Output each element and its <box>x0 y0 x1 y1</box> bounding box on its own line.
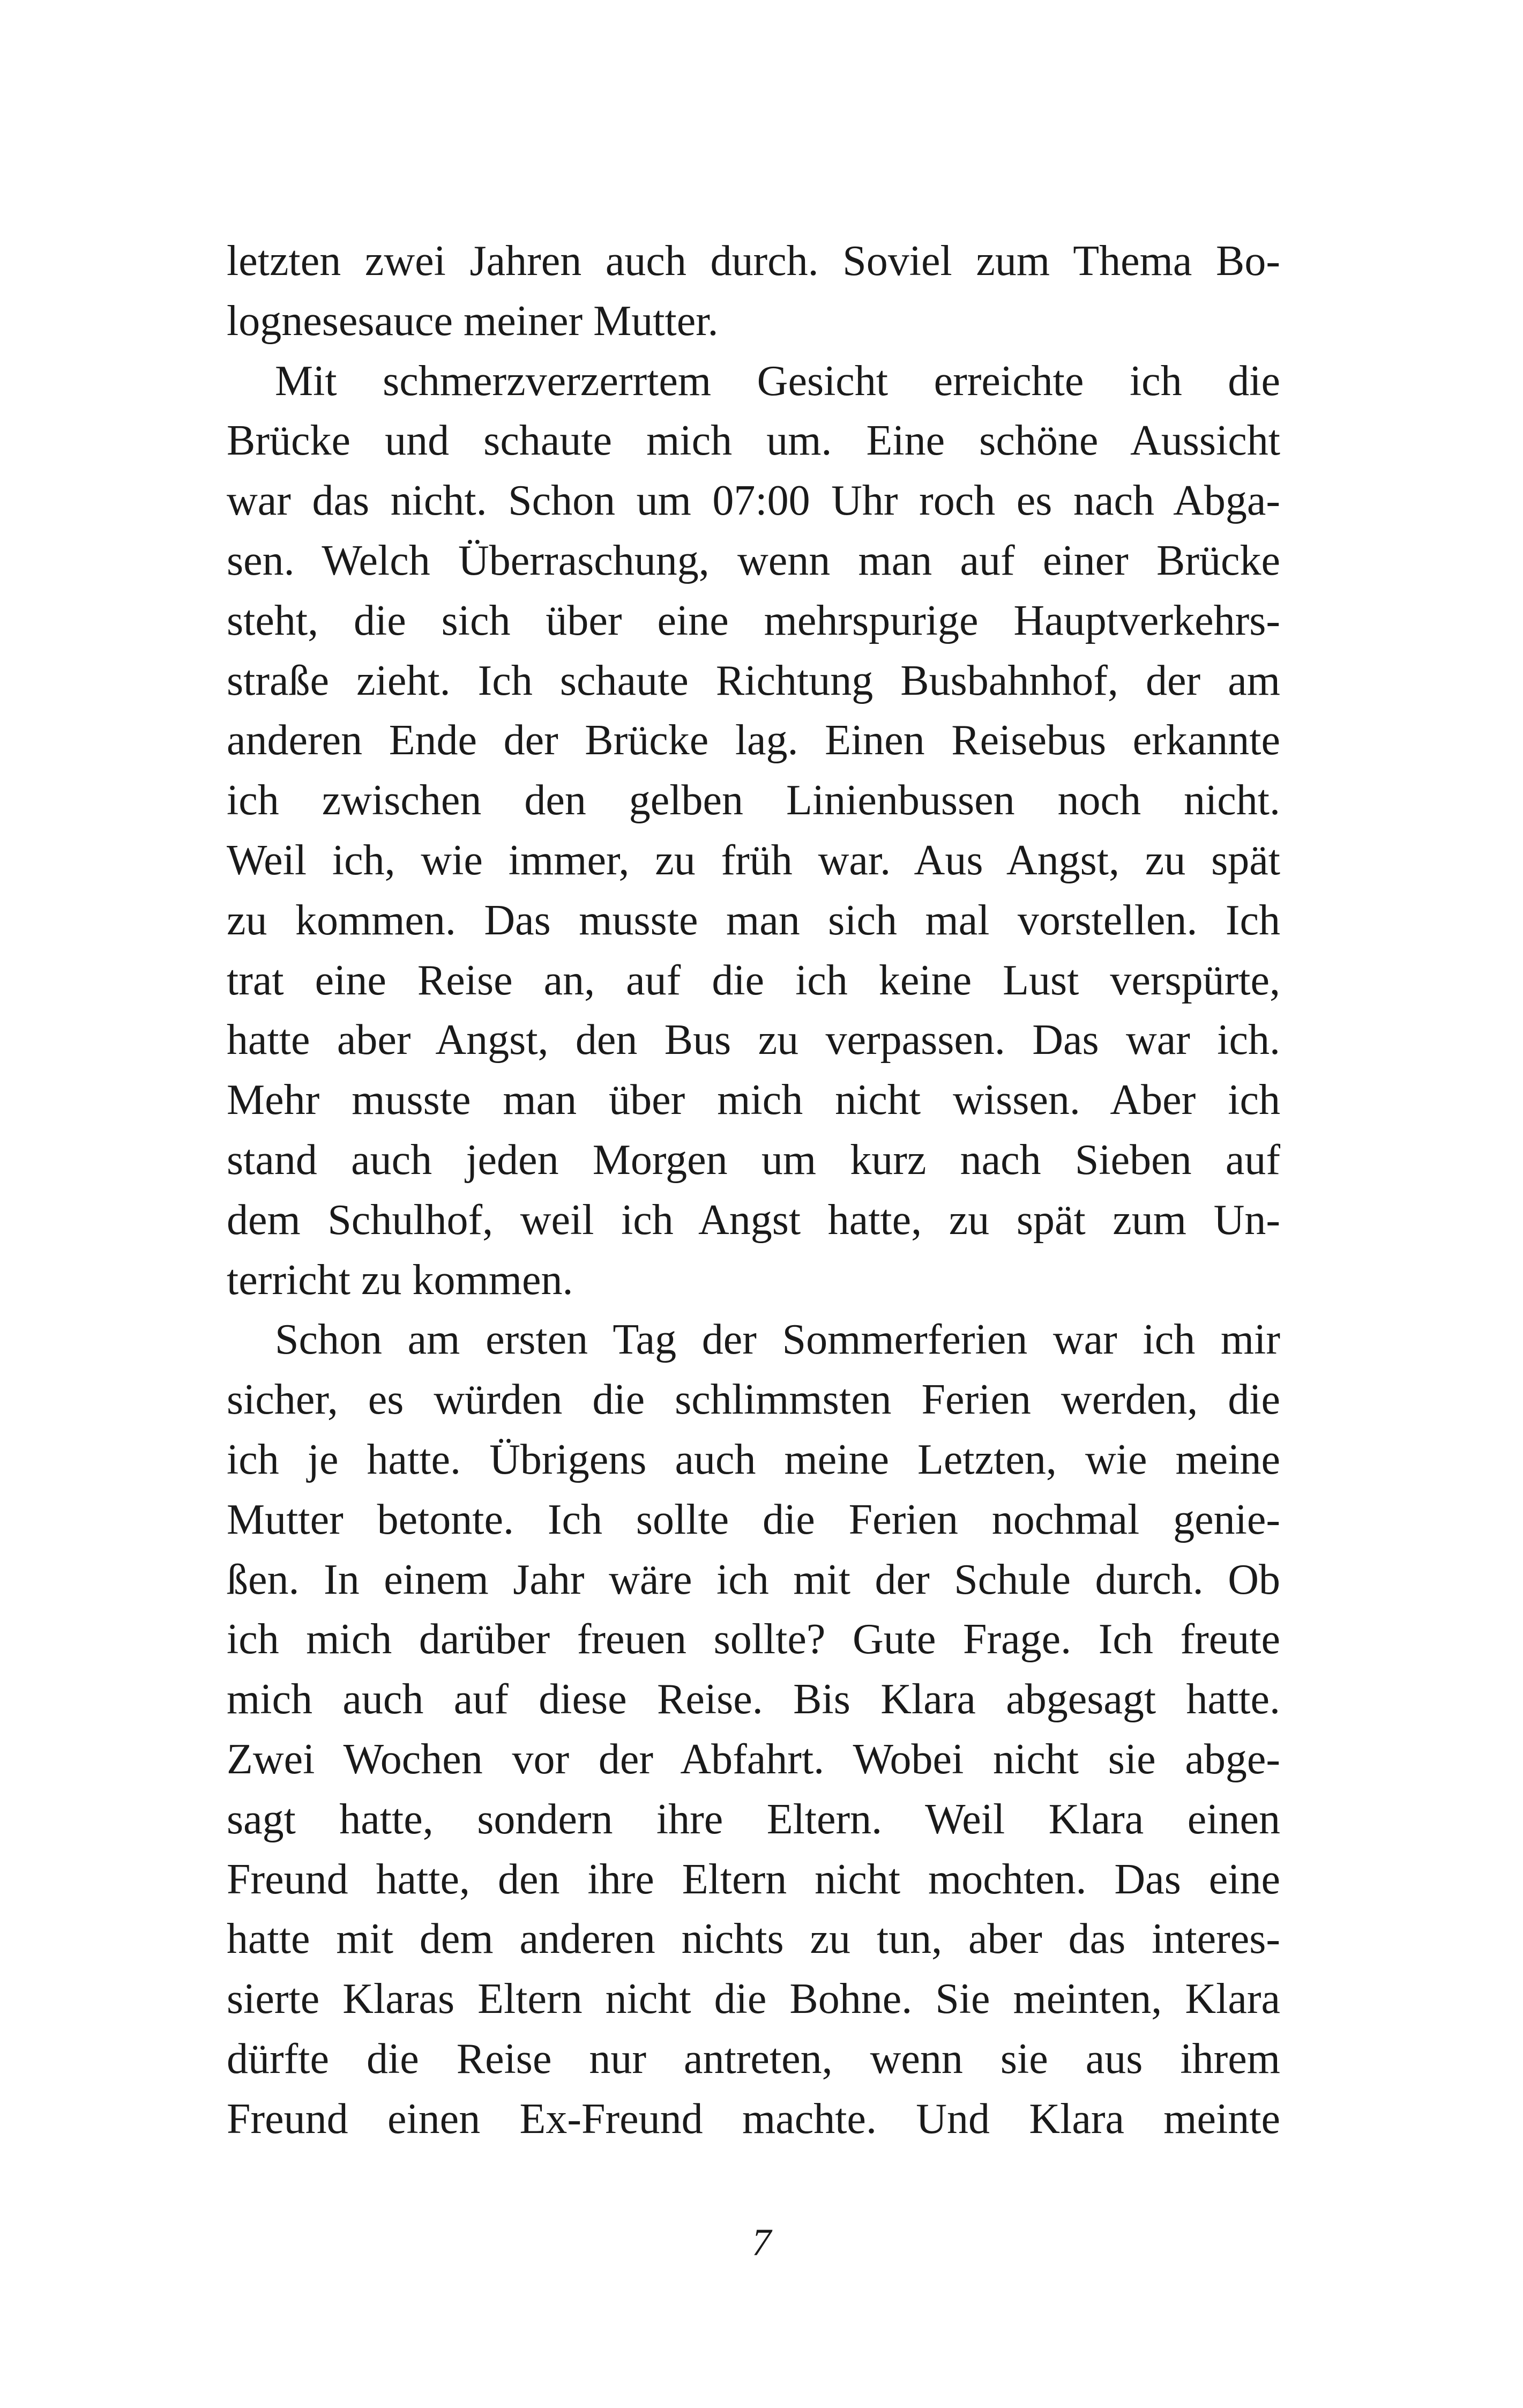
text-line: hatte mit dem anderen nichts zu tun, aber das interes- <box>227 1915 1280 1963</box>
text-line: Weil ich, wie immer, zu früh war. Aus Angst, zu spät <box>227 836 1280 884</box>
text-line: sierte Klaras Eltern nicht die Bohne. Sie meinten, Klara <box>227 1975 1280 2023</box>
text-line: ich zwischen den gelben Linienbussen noch nicht. <box>227 777 1280 824</box>
text-line: Mit schmerzverzerrtem Gesicht erreichte ich die <box>275 357 1280 405</box>
text-line: Freund einen Ex-Freund machte. Und Klara meinte <box>227 2095 1280 2143</box>
text-line: Schon am ersten Tag der Sommerferien war ich mir <box>275 1316 1280 1364</box>
text-line: ßen. In einem Jahr wäre ich mit der Schule durch. Ob <box>227 1556 1280 1603</box>
text-line: steht, die sich über eine mehrspurige Hauptverkehrs- <box>227 597 1280 644</box>
text-line: Zwei Wochen vor der Abfahrt. Wobei nicht sie abge- <box>227 1735 1280 1783</box>
text-line: dürfte die Reise nur antreten, wenn sie aus ihrem <box>227 2035 1280 2083</box>
text-line: letzten zwei Jahren auch durch. Soviel zum Thema Bo- <box>227 237 1280 285</box>
text-line: stand auch jeden Morgen um kurz nach Sieben auf <box>227 1136 1280 1184</box>
text-line: Brücke und schaute mich um. Eine schöne Aussicht <box>227 417 1280 465</box>
text-line: trat eine Reise an, auf die ich keine Lust verspürte, <box>227 956 1280 1004</box>
text-line: Mutter betonte. Ich sollte die Ferien nochmal genie- <box>227 1496 1280 1543</box>
text-line: sen. Welch Überraschung, wenn man auf einer Brücke <box>227 537 1280 584</box>
text-line: sagt hatte, sondern ihre Eltern. Weil Klara einen <box>227 1795 1280 1843</box>
text-line: ich je hatte. Übrigens auch meine Letzten, wie meine <box>227 1436 1280 1483</box>
body-text <box>227 232 1280 2150</box>
text-line: Freund hatte, den ihre Eltern nicht mochten. Das eine <box>227 1855 1280 1903</box>
text-line: war das nicht. Schon um 07:00 Uhr roch es nach Abga- <box>227 477 1280 525</box>
text-line: zu kommen. Das musste man sich mal vorstellen. Ich <box>227 896 1280 944</box>
page-number: 7 <box>752 2221 771 2264</box>
text-line: anderen Ende der Brücke lag. Einen Reisebus erkannte <box>227 717 1280 764</box>
text-line: dem Schulhof, weil ich Angst hatte, zu spät zum Un- <box>227 1196 1280 1244</box>
text-line: terricht zu kommen. <box>227 1256 573 1304</box>
text-line: hatte aber Angst, den Bus zu verpassen. Das war ich. <box>227 1016 1280 1064</box>
text-line: mich auch auf diese Reise. Bis Klara abgesagt hatte. <box>227 1676 1280 1723</box>
text-line: lognesesauce meiner Mutter. <box>227 297 719 345</box>
text-line: sicher, es würden die schlimmsten Ferien werden, die <box>227 1376 1280 1424</box>
text-line: ich mich darüber freuen sollte? Gute Frage. Ich freute <box>227 1616 1280 1663</box>
text-line: straße zieht. Ich schaute Richtung Busbahnhof, der am <box>227 657 1280 704</box>
text-line: Mehr musste man über mich nicht wissen. Aber ich <box>227 1076 1280 1124</box>
